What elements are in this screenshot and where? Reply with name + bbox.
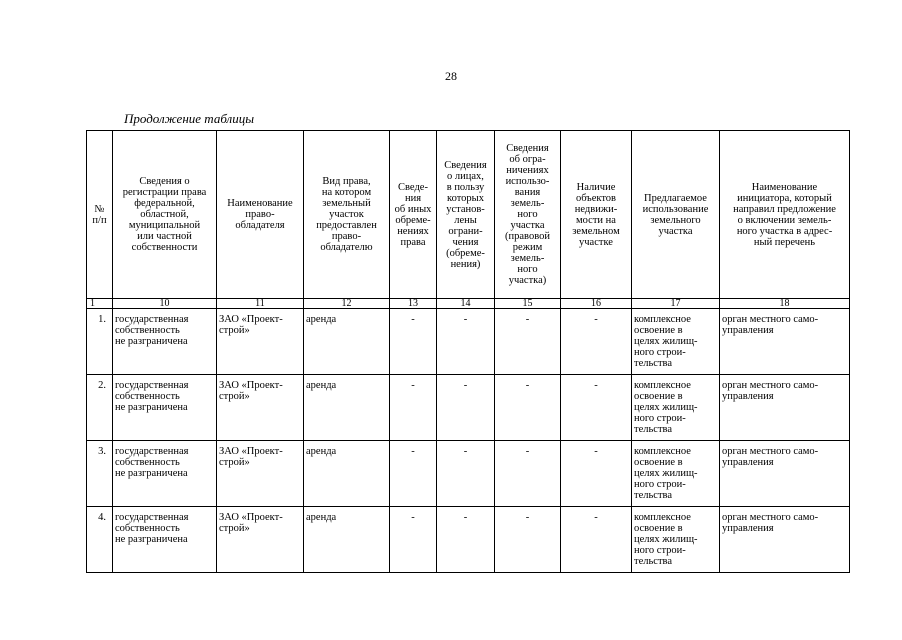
other-encumbrances-cell: - (390, 375, 437, 441)
right-type-cell: аренда (304, 441, 390, 507)
holder-cell: ЗАО «Проект- строй» (217, 309, 304, 375)
initiator-cell: орган местного само- управления (720, 441, 850, 507)
objects-cell: - (561, 507, 632, 573)
column-number: 13 (390, 299, 437, 309)
initiator-cell: орган местного само- управления (720, 375, 850, 441)
restrictions-cell: - (495, 507, 561, 573)
right-type-cell: аренда (304, 375, 390, 441)
header-registration: Сведения о регистрации права федеральной, областной, муниципальной или частной собственности (113, 131, 217, 299)
column-number: 17 (632, 299, 720, 309)
restrictions-cell: - (495, 375, 561, 441)
table-row (87, 507, 850, 573)
column-number: 10 (113, 299, 217, 309)
table-row (87, 441, 850, 507)
header-restrictions: Сведения об огра- ничениях использо- вания земель- ного участка (правовой режим земель- ного участка) (495, 131, 561, 299)
initiator-cell: орган местного само- управления (720, 309, 850, 375)
land-plots-table (86, 130, 850, 573)
column-number: 14 (437, 299, 495, 309)
objects-cell: - (561, 441, 632, 507)
table-row (87, 375, 850, 441)
other-encumbrances-cell: - (390, 507, 437, 573)
column-number: 15 (495, 299, 561, 309)
persons-cell: - (437, 375, 495, 441)
row-number: 3. (87, 441, 113, 507)
header-initiator: Наименование инициатора, который направил предложение о включении земель- ного участка в адрес- ный перечень (720, 131, 850, 299)
other-encumbrances-cell: - (390, 309, 437, 375)
column-number: 11 (217, 299, 304, 309)
column-number: 1 (87, 299, 113, 309)
objects-cell: - (561, 309, 632, 375)
right-type-cell: аренда (304, 507, 390, 573)
registration-cell: государственная собственность не разграничена (113, 507, 217, 573)
persons-cell: - (437, 441, 495, 507)
holder-cell: ЗАО «Проект- строй» (217, 507, 304, 573)
table-row (87, 309, 850, 375)
column-number: 18 (720, 299, 850, 309)
column-number: 12 (304, 299, 390, 309)
header-persons: Сведения о лицах, в пользу которых установ- лены ограни- чения (обреме- нения) (437, 131, 495, 299)
header-use: Предлагаемое использование земельного участка (632, 131, 720, 299)
table-caption: Продолжение таблицы (124, 111, 255, 126)
persons-cell: - (437, 507, 495, 573)
row-number: 1. (87, 309, 113, 375)
header-objects: Наличие объектов недвижи- мости на земельном участке (561, 131, 632, 299)
holder-cell: ЗАО «Проект- строй» (217, 441, 304, 507)
column-number: 16 (561, 299, 632, 309)
header-holder: Наименование право- обладателя (217, 131, 304, 299)
persons-cell: - (437, 309, 495, 375)
row-number: 2. (87, 375, 113, 441)
header-right-type: Вид права, на котором земельный участок предоставлен право- обладателю (304, 131, 390, 299)
use-cell: комплексное освоение в целях жилищ- ного строи- тельства (632, 309, 720, 375)
restrictions-cell: - (495, 441, 561, 507)
initiator-cell: орган местного само- управления (720, 507, 850, 573)
header-number: № п/п (87, 131, 113, 299)
header-other-encumbrances: Сведе- ния об иных обреме- нениях права (390, 131, 437, 299)
column-number-row (87, 299, 850, 309)
other-encumbrances-cell: - (390, 441, 437, 507)
use-cell: комплексное освоение в целях жилищ- ного строи- тельства (632, 441, 720, 507)
row-number: 4. (87, 507, 113, 573)
registration-cell: государственная собственность не разграничена (113, 441, 217, 507)
use-cell: комплексное освоение в целях жилищ- ного строи- тельства (632, 507, 720, 573)
page-number: 28 (445, 69, 457, 83)
holder-cell: ЗАО «Проект- строй» (217, 375, 304, 441)
header-row (87, 131, 850, 299)
restrictions-cell: - (495, 309, 561, 375)
right-type-cell: аренда (304, 309, 390, 375)
use-cell: комплексное освоение в целях жилищ- ного строи- тельства (632, 375, 720, 441)
objects-cell: - (561, 375, 632, 441)
registration-cell: государственная собственность не разграничена (113, 309, 217, 375)
registration-cell: государственная собственность не разграничена (113, 375, 217, 441)
